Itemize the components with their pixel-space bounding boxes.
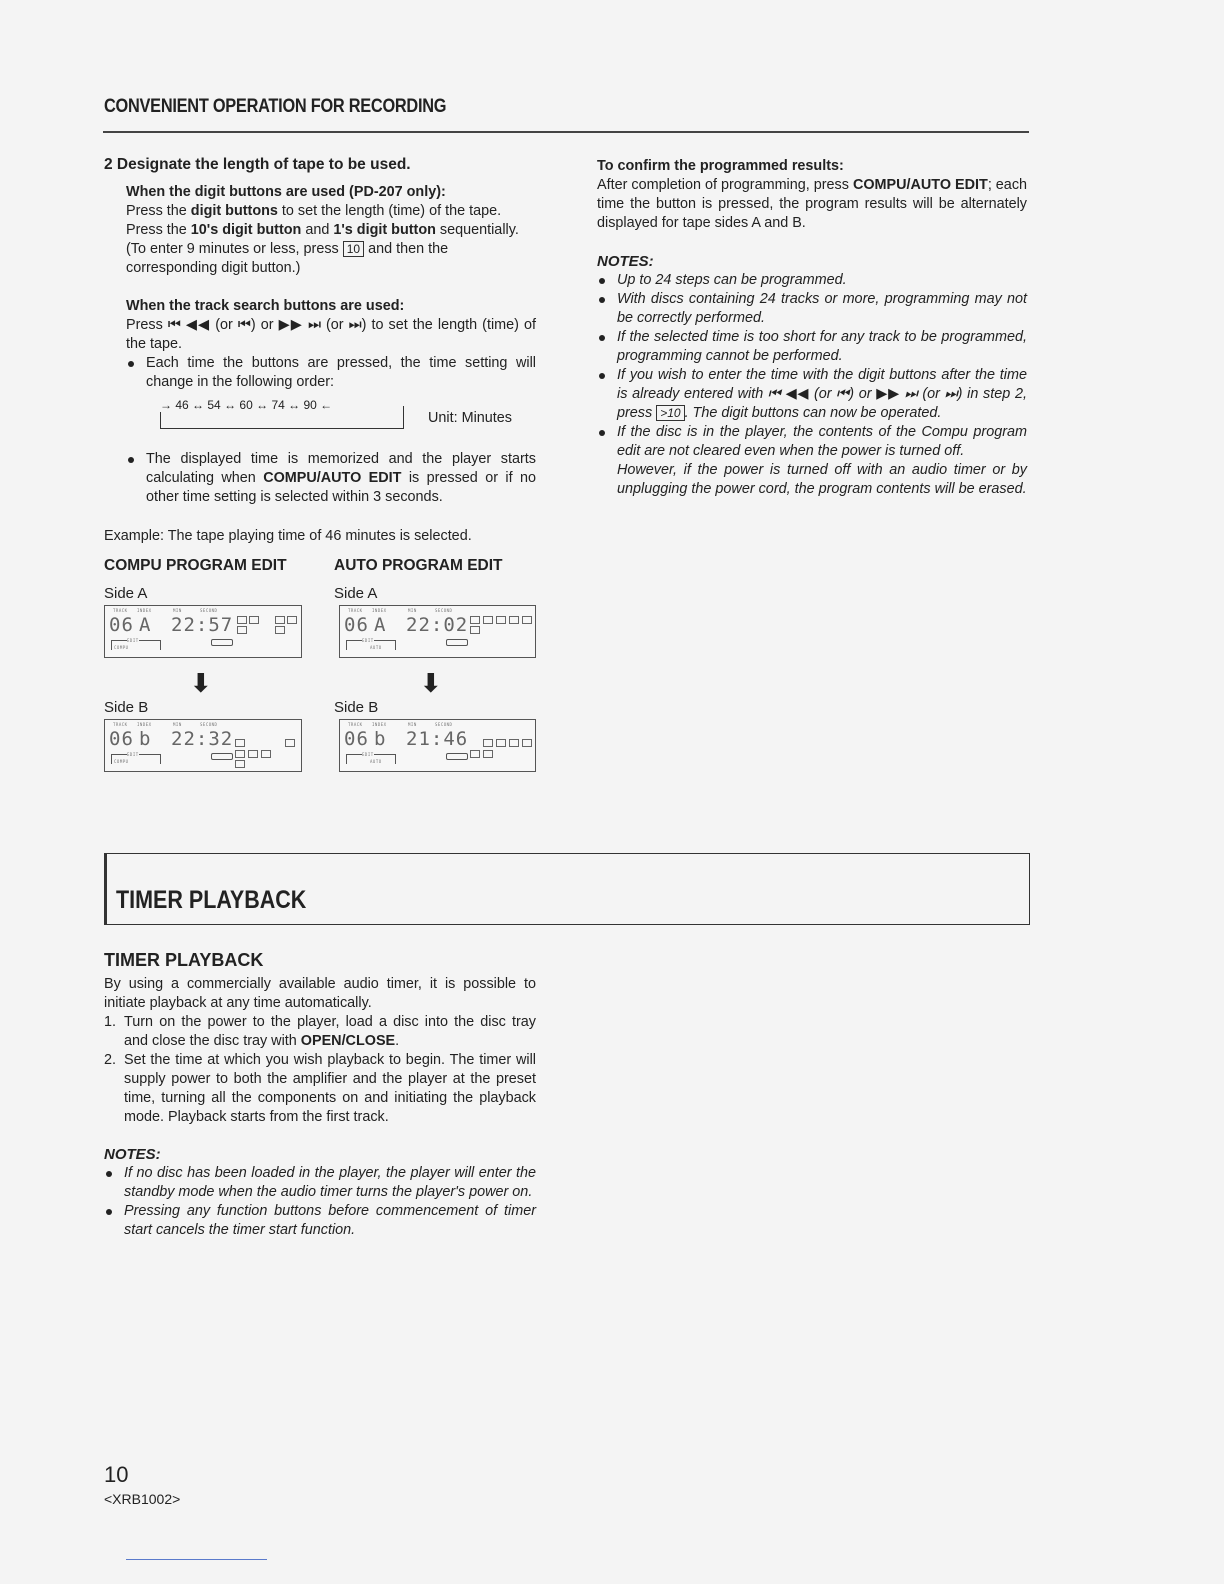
seq-54: 54 (207, 398, 221, 412)
track-bullet-2: The displayed time is memorized and the player starts calculating when COMPU/AUTO EDIT is pressed or if no other time setting is selected within 3 seconds. (126, 450, 536, 507)
step2-heading: 2 Designate the length of tape to be used. (104, 156, 411, 173)
note-4: If you wish to enter the time with the digit buttons after the time is already entered with ⏮ ◀◀ (or ⏮) or ▶▶ ⏭ (or ⏭) in step 2, press >10 . The digit buttons can now be operated. (597, 366, 1027, 423)
timer-step-2: 2. Set the time at which you wish playback to begin. The timer will supply power to both the amplifier and the player at the preset time, turning all the components on and initiating the playback mode. Playback starts from the first track. (104, 1052, 536, 1125)
lcd-auto-side-b: TRACK INDEX MIN SECOND 06 b 21:46 EDIT AUTO (339, 719, 536, 772)
page-header-title: CONVENIENT OPERATION FOR RECORDING (104, 96, 447, 117)
example-text: Example: The tape playing time of 46 minutes is selected. (104, 528, 472, 544)
document-code: <XRB1002> (104, 1491, 181, 1507)
compu-side-a-label: Side A (104, 585, 148, 602)
header-rule (103, 131, 1029, 133)
note-2: With discs containing 24 tracks or more, programming may not be correctly performed. (597, 290, 1027, 328)
down-arrow-icon: ⬇ (190, 668, 212, 698)
digit-para-2: Press the 10's digit button and 1's digit button sequentially. (126, 222, 519, 238)
timer-heading: TIMER PLAYBACK (104, 950, 264, 970)
note-1: Up to 24 steps can be programmed. (597, 271, 1027, 290)
down-arrow-icon: ⬇ (420, 668, 442, 698)
compu-program-edit-title: COMPU PROGRAM EDIT (104, 557, 287, 574)
auto-program-edit-title: AUTO PROGRAM EDIT (334, 557, 503, 574)
seq-46: 46 (175, 398, 189, 412)
digit-para-1: Press the digit buttons to set the length (time) of the tape. (126, 203, 502, 219)
confirm-section (597, 157, 1027, 499)
digit-para-3: (To enter 9 minutes or less, press 10 and then the corresponding digit button.) (126, 241, 449, 276)
sequence-unit: Unit: Minutes (428, 410, 512, 426)
note-3: If the selected time is too short for any track to be programmed, programming cannot be performed. (597, 328, 1027, 366)
timer-note-1: If no disc has been loaded in the player, the player will enter the standby mode when the audio timer turns the player's power on. (104, 1164, 536, 1202)
timer-playback-box-title: TIMER PLAYBACK (116, 886, 307, 914)
confirm-para: After completion of programming, press COMPU/AUTO EDIT; each time the button is pressed, the program results will be alternately displayed for tape sides A and B. (597, 177, 1028, 231)
page-number: 10 (104, 1462, 129, 1487)
compu-side-b-label: Side B (104, 699, 149, 716)
time-sequence (126, 398, 536, 444)
track-para-1: Press ⏮ ◀◀ (or ⏮) or ▶▶ ⏭ (or ⏭) to set the length (time) of the tape. (126, 317, 536, 352)
lcd-compu-side-b: TRACK INDEX MIN SECOND 06 b 22:32 EDIT COMPU (104, 719, 302, 772)
confirm-heading: To confirm the programmed results: (597, 158, 844, 174)
track-bullet-1: Each time the buttons are pressed, the time setting will change in the following order: (126, 354, 536, 392)
timer-notes-heading: NOTES: (104, 1146, 161, 1163)
timer-intro: By using a commercially available audio timer, it is possible to initiate playback at any time automatically. (104, 976, 536, 1011)
ten-key-icon: 10 (343, 241, 364, 257)
sequence-values: → 46 ↔ 54 ↔ 60 ↔ 74 ↔ 90 ← (160, 398, 333, 412)
bottom-link-line (126, 1559, 267, 1560)
digit-subheading: When the digit buttons are used (PD-207 only): (126, 184, 446, 200)
timer-note-2: Pressing any function buttons before commencement of timer start cancels the timer start function. (104, 1202, 536, 1240)
timer-section (104, 950, 536, 1240)
step2-section (104, 156, 536, 507)
seq-74: 74 (271, 398, 285, 412)
lcd-auto-side-a: TRACK INDEX MIN SECOND 06 A 22:02 EDIT AUTO (339, 605, 536, 658)
greater-than-ten-key-icon: >10 (656, 405, 684, 421)
timer-step-1: 1. Turn on the power to the player, load a disc into the disc tray and close the disc tray with OPEN/CLOSE. (104, 1014, 536, 1049)
auto-side-a-label: Side A (334, 585, 378, 602)
note-5: If the disc is in the player, the contents of the Compu program edit are not cleared even when the power is turned off. (597, 423, 1027, 461)
notes-heading: NOTES: (597, 253, 654, 270)
track-subheading: When the track search buttons are used: (126, 298, 405, 314)
lcd-compu-side-a: TRACK INDEX MIN SECOND 06 A 22:57 EDIT COMPU (104, 605, 302, 658)
seq-90: 90 (303, 398, 317, 412)
seq-60: 60 (239, 398, 253, 412)
note-5-continued: However, if the power is turned off with an audio timer or by unplugging the power cord, the program contents will be erased. (617, 462, 1027, 497)
auto-side-b-label: Side B (334, 699, 379, 716)
